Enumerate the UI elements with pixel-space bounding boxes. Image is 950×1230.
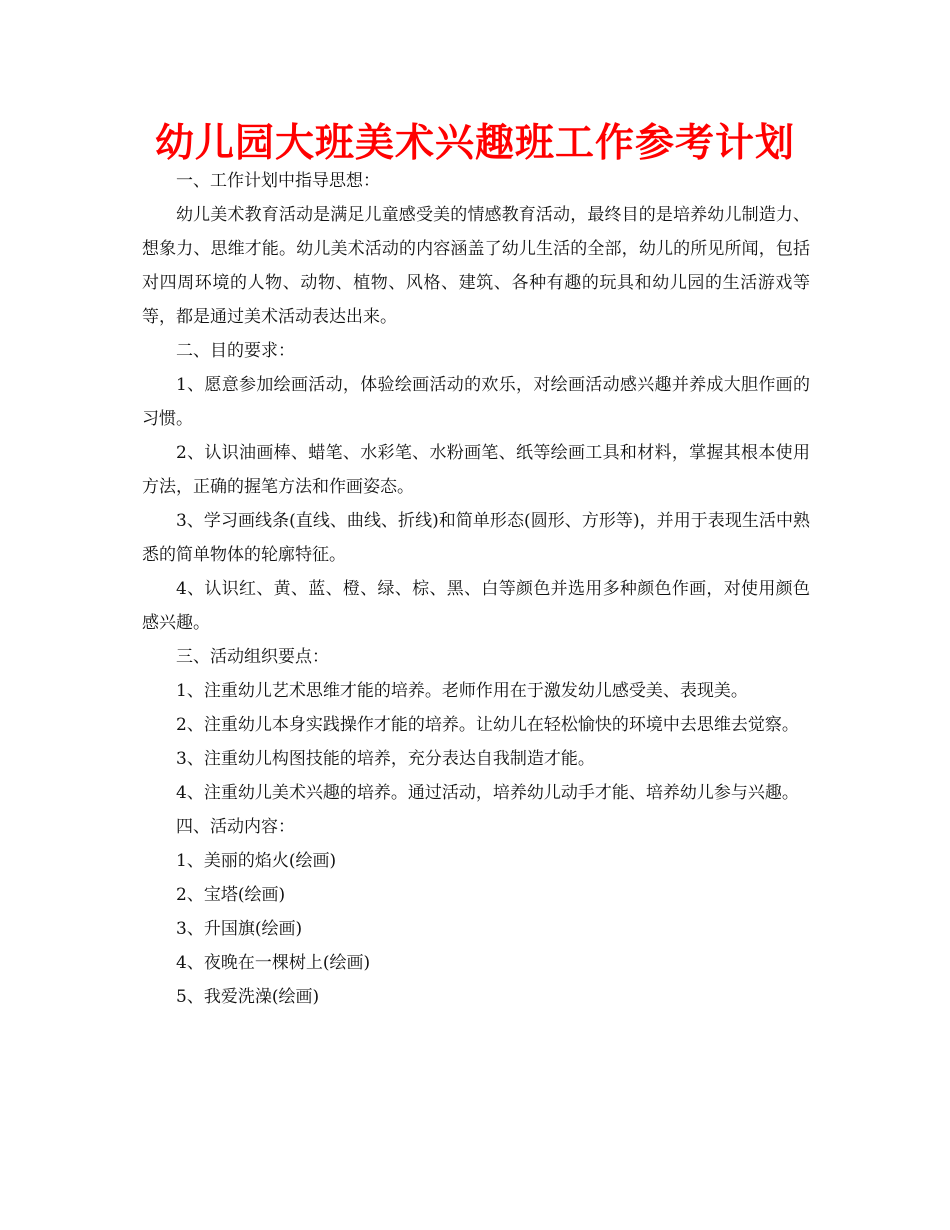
key-point-item-3: 3、注重幼儿构图技能的培养，充分表达自我制造才能。 [176,749,595,769]
goal-item-1: 1、愿意参加绘画活动，体验绘画活动的欢乐，对绘画活动感兴趣并养成大胆作画的习惯。 [142,375,810,429]
section-heading-activities: 四、活动内容： [176,817,295,837]
activity-item-4: 4、夜晚在一棵树上(绘画) [176,953,371,973]
activity-item-1: 1、美丽的焰火(绘画) [176,851,337,871]
activity-item-3: 3、升国旗(绘画) [176,919,303,939]
goal-item-4: 4、认识红、黄、蓝、橙、绿、棕、黑、白等颜色并选用多种颜色作画，对使用颜色感兴趣。 [142,579,810,633]
goal-item-3: 3、学习画线条(直线、曲线、折线)和简单形态(圆形、方形等)，并用于表现生活中熟悉的简单物体的轮廓特征。 [142,511,810,565]
activity-item-2: 2、宝塔(绘画) [176,885,286,905]
paragraph-guiding-thought: 幼儿美术教育活动是满足儿童感受美的情感教育活动，最终目的是培养幼儿制造力、想象力、思维才能。幼儿美术活动的内容涵盖了幼儿生活的全部，幼儿的所见所闻，包括对四周环境的人物、动物、植物、风格、建筑、各种有趣的玩具和幼儿园的生活游戏等等，都是通过美术活动表达出来。 [142,205,810,327]
key-point-item-1: 1、注重幼儿艺术思维才能的培养。老师作用在于激发幼儿感受美、表现美。 [176,681,748,701]
document-title: 幼儿园大班美术兴趣班工作参考计划 [154,121,795,166]
key-point-item-4: 4、注重幼儿美术兴趣的培养。通过活动，培养幼儿动手才能、培养幼儿参与兴趣。 [176,783,799,803]
goal-item-2: 2、认识油画棒、蜡笔、水彩笔、水粉画笔、纸等绘画工具和材料，掌握其根本使用方法，正确的握笔方法和作画姿态。 [142,443,810,497]
section-heading-key-points: 三、活动组织要点： [176,647,329,667]
section-heading-guiding-thought: 一、工作计划中指导思想： [176,171,380,191]
section-heading-goals: 二、目的要求： [176,341,295,361]
key-point-item-2: 2、注重幼儿本身实践操作才能的培养。让幼儿在轻松愉快的环境中去思维去觉察。 [176,715,799,735]
activity-item-5: 5、我爱洗澡(绘画) [176,987,320,1007]
document-body [142,164,810,1014]
